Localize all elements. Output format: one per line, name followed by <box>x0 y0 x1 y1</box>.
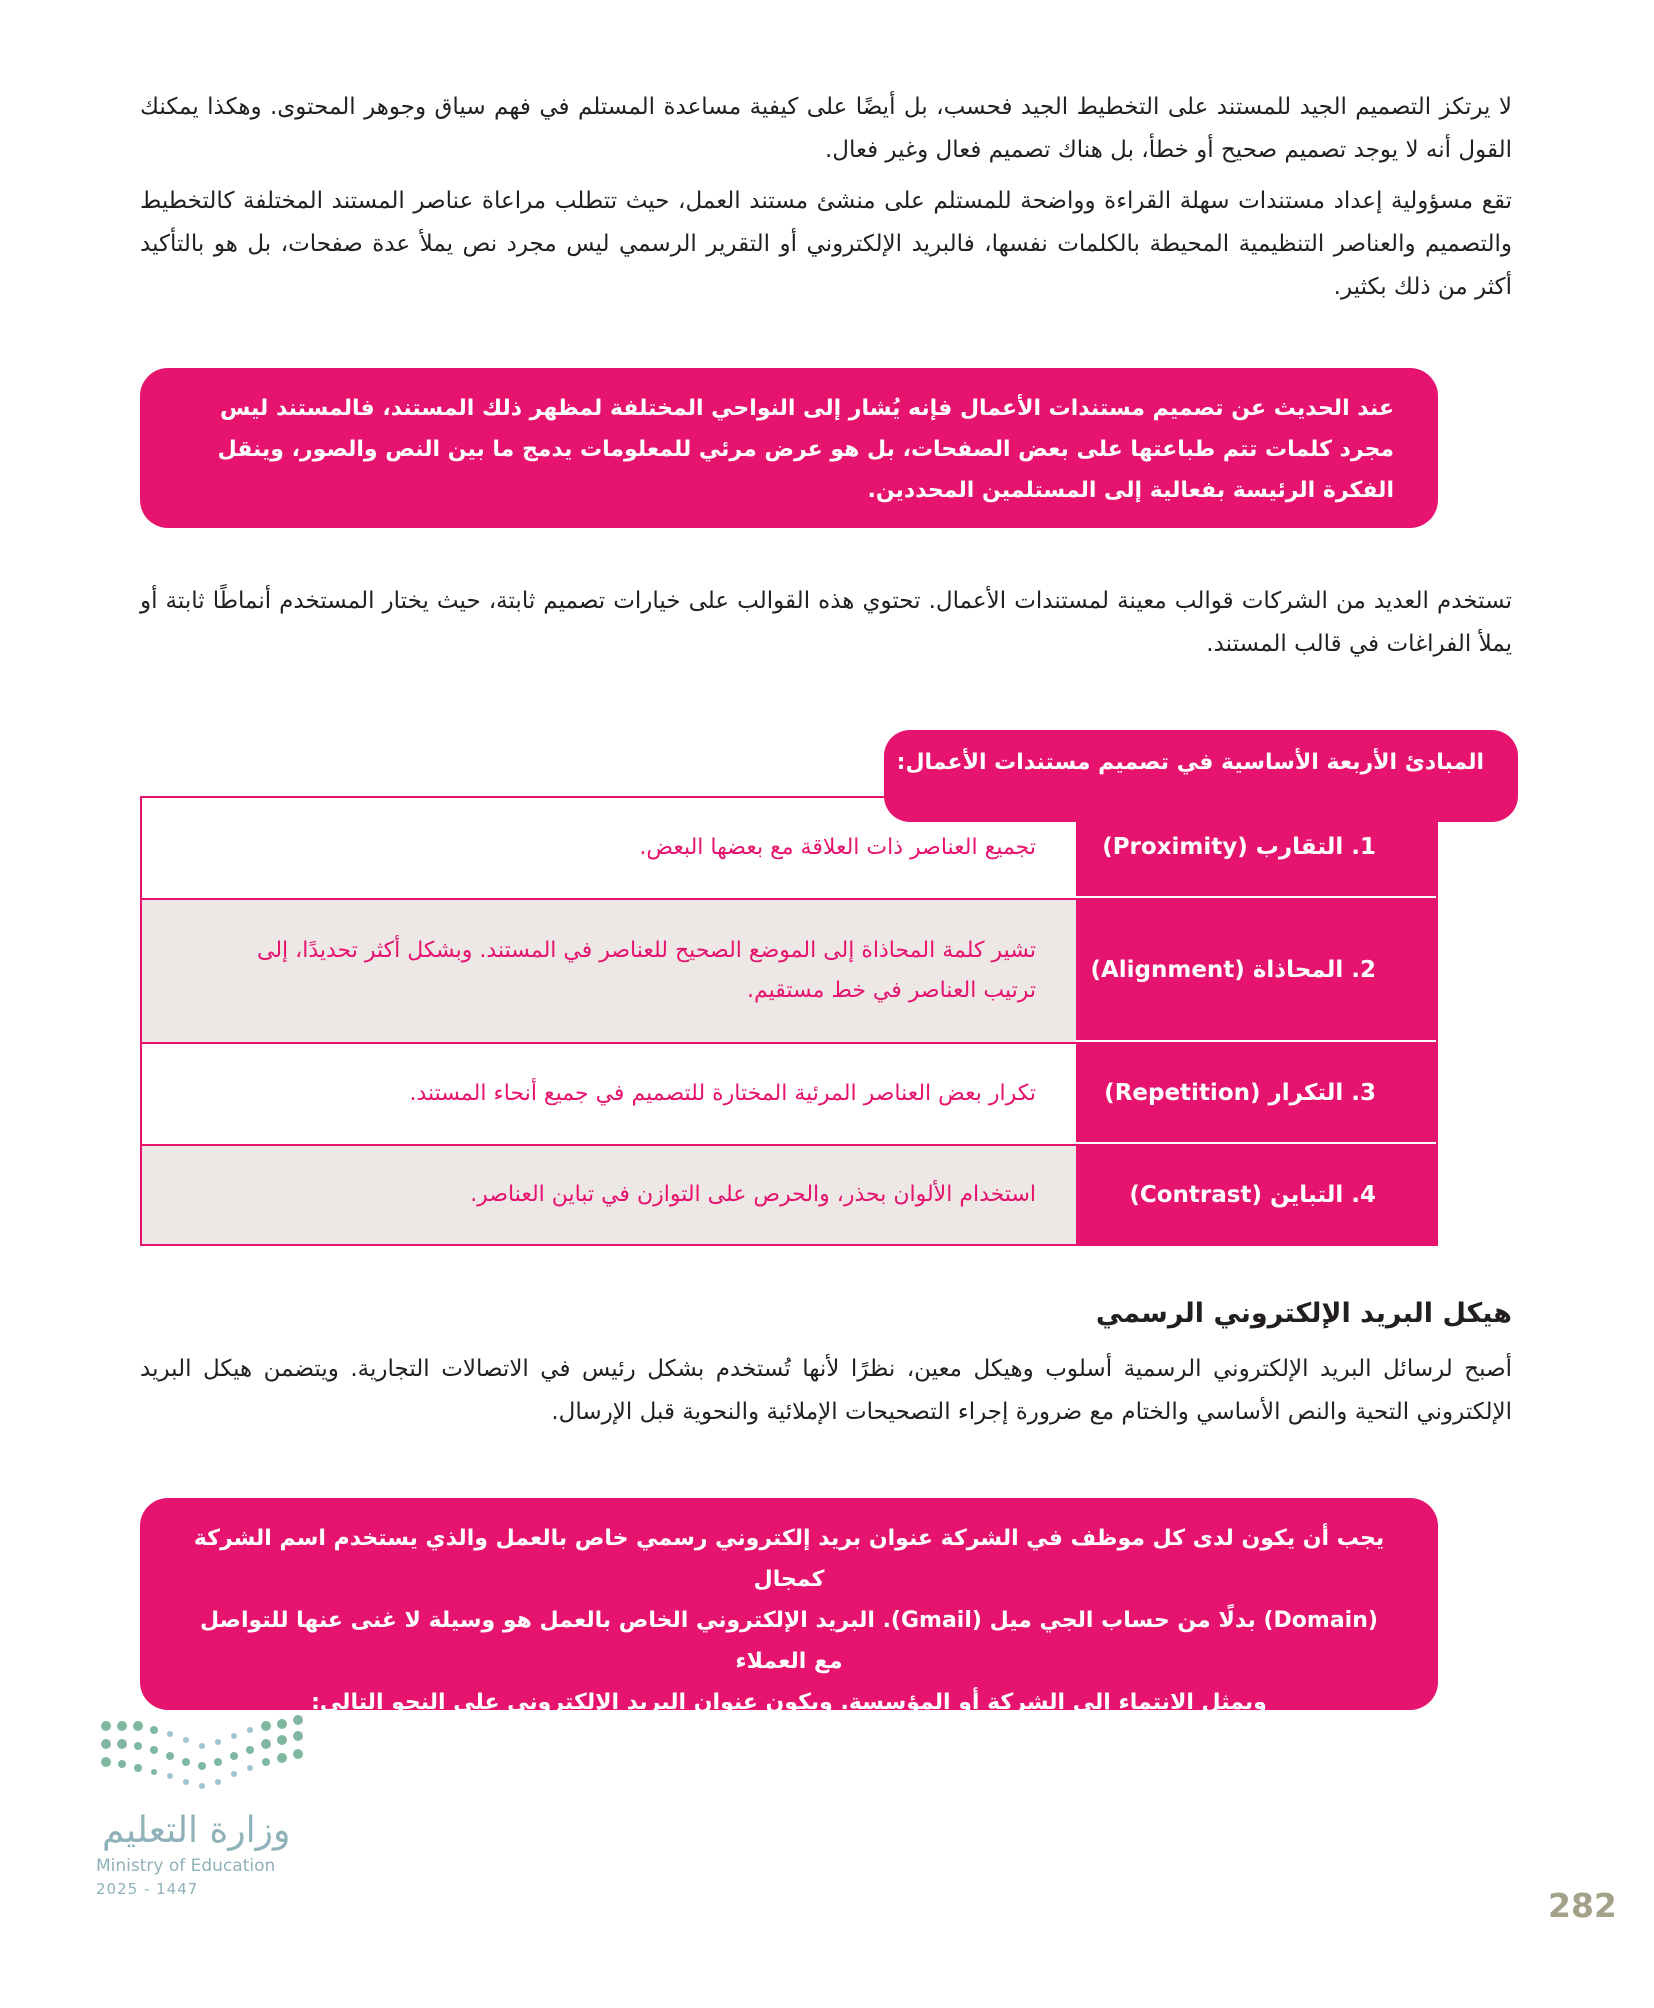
ministry-logo-icon <box>96 1712 316 1812</box>
principle-name: 4. التباين (Contrast) <box>1076 1146 1436 1244</box>
callout-email-line: يجب أن يكون لدى كل موظف في الشركة عنوان بريد إلكتروني رسمي خاص بالعمل والذي يستخدم اسم الشركة كمجال <box>193 1526 1385 1592</box>
principle-description: تشير كلمة المحاذاة إلى الموضع الصحيح للعناصر في المستند. وبشكل أكثر تحديدًا، إلى ترتيب العناصر في خط مستقيم. <box>142 900 1076 1042</box>
templates-paragraph: تستخدم العديد من الشركات قوالب معينة لمستندات الأعمال. تحتوي هذه القوالب على خيارات تصميم ثابتة، حيث يختار المستخدم أنماطًا ثابتة أو يملأ الفراغات في قالب المستند. <box>140 588 1512 657</box>
table-row <box>142 900 1436 1044</box>
ministry-name-english: Ministry of Education <box>96 1856 276 1876</box>
intro-paragraph-2: تقع مسؤولية إعداد مستندات سهلة القراءة وواضحة للمستلم على منشئ مستند العمل، حيث تتطلب مراعاة عناصر المستند المختلفة كالتخطيط والتصميم والعناصر التنظيمية المحيطة بالكلمات نفسها، فالبريد الإلكتروني أو التقرير الرسمي ليس مجرد نص يملأ عدة صفحات، بل هو بالتأكيد أكثر من ذلك بكثير. <box>140 188 1512 300</box>
callout-design-text: عند الحديث عن تصميم مستندات الأعمال فإنه يُشار إلى النواحي المختلفة لمظهر ذلك المستند، فالمستند ليس مجرد كلمات تتم طباعتها على بعض الصفحات، بل هو عرض مرئي للمعلومات يدمج ما بين النص والصور، وينقل الفكرة الرئيسة بفعالية إلى المستلمين المحددين. <box>217 396 1394 503</box>
intro-paragraph-1: لا يرتكز التصميم الجيد للمستند على التخطيط الجيد فحسب، بل أيضًا على كيفية مساعدة المستلم في فهم سياق وجوهر المحتوى. وهكذا يمكنك القول أنه لا يوجد تصميم صحيح أو خطأ، بل هناك تصميم فعال وغير فعال. <box>140 94 1512 163</box>
principle-name: 2. المحاذاة (Alignment) <box>1076 900 1436 1042</box>
principle-name: 1. التقارب (Proximity) <box>1076 798 1436 898</box>
ministry-name-arabic: وزارة التعليم <box>102 1810 291 1851</box>
callout-design-definition <box>140 368 1438 528</box>
principle-description: تجميع العناصر ذات العلاقة مع بعضها البعض. <box>639 835 1036 860</box>
callout-email-address <box>140 1498 1438 1756</box>
email-structure-heading: هيكل البريد الإلكتروني الرسمي <box>1095 1298 1512 1329</box>
table-row <box>142 1044 1436 1146</box>
email-paragraph: أصبح لرسائل البريد الإلكتروني الرسمية أسلوب وهيكل معين، نظرًا لأنها تُستخدم بشكل رئيس في الاتصالات التجارية. ويتضمن هيكل البريد الإلكتروني التحية والنص الأساسي والختام مع ضرورة إجراء التصحيحات الإملائية والنحوية قبل الإرسال. <box>140 1356 1512 1425</box>
principles-table <box>140 796 1438 1246</box>
table-row <box>142 798 1436 900</box>
principle-name: 3. التكرار (Repetition) <box>1076 1044 1436 1144</box>
page-number: 282 <box>1548 1886 1617 1925</box>
callout-email-format: [الاسم واللقب] @ [اسم الشركة كمجال] . [namesurname]@[companydomain.net]. <box>309 1731 1269 1756</box>
table-row <box>142 1146 1436 1244</box>
callout-email-line: (Domain) بدلًا من حساب الجي ميل (Gmail). البريد الإلكتروني الخاص بالعمل هو وسيلة لا غنى عنها للتواصل مع العملاء <box>200 1608 1378 1674</box>
principles-title: المبادئ الأربعة الأساسية في تصميم مستندات الأعمال: <box>896 750 1484 775</box>
principle-description: استخدام الألوان بحذر، والحرص على التوازن في تباين العناصر. <box>142 1146 1076 1244</box>
ministry-year: 2025 - 1447 <box>96 1880 199 1898</box>
principle-description: تكرار بعض العناصر المرئية المختارة للتصميم في جميع أنحاء المستند. <box>409 1081 1036 1106</box>
callout-email-line: ويمثل الانتماء إلى الشركة أو المؤسسة. ويكون عنوان البريد الإلكتروني على النحو التالي: <box>311 1690 1267 1715</box>
